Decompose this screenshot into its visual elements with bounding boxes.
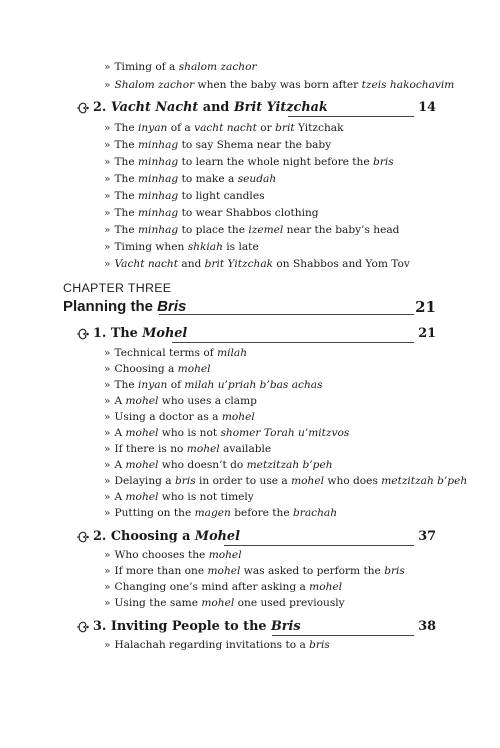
section-title: 2. Vacht Nacht and Brit Yitzchak bbox=[93, 100, 328, 115]
fleuron-icon bbox=[76, 620, 90, 634]
list-item: » The minhag to learn the whole night before the bris bbox=[104, 156, 394, 168]
section-heading-the-mohel bbox=[76, 326, 436, 344]
list-item: » Technical terms of milah bbox=[104, 347, 248, 359]
section-title: 2. Choosing a Mohel bbox=[93, 529, 240, 544]
list-item: » A mohel who doesn’t do metzitzah b’peh bbox=[104, 459, 333, 471]
list-item: » A mohel who uses a clamp bbox=[104, 395, 257, 407]
section-heading-vacht-nacht bbox=[76, 100, 436, 118]
list-item: » A mohel who is not shomer Torah u’mitzvos bbox=[104, 427, 350, 439]
fleuron-icon bbox=[76, 530, 90, 544]
leader-line bbox=[272, 635, 414, 636]
list-item: » If there is no mohel available bbox=[104, 443, 272, 455]
list-item: » Shalom zachor when the baby was born after tzeis hakochavim bbox=[104, 79, 455, 91]
list-item: » The minhag to say Shema near the baby bbox=[104, 139, 332, 151]
list-item: » Vacht nacht and brit Yitzchak on Shabbos and Yom Tov bbox=[104, 258, 410, 270]
list-item: » The minhag to wear Shabbos clothing bbox=[104, 207, 319, 219]
list-item: » A mohel who is not timely bbox=[104, 491, 254, 503]
list-item: » Putting on the magen before the brachah bbox=[104, 507, 338, 519]
page-number: 38 bbox=[418, 619, 436, 634]
list-item: » The inyan of a vacht nacht or brit Yitzchak bbox=[104, 122, 344, 134]
leader-line bbox=[288, 116, 414, 117]
page-number: 37 bbox=[418, 529, 436, 544]
list-item: » The minhag to light candles bbox=[104, 190, 265, 202]
page-number: 14 bbox=[418, 100, 436, 115]
section-title: 3. Inviting People to the Bris bbox=[93, 619, 301, 634]
list-item: » Delaying a bris in order to use a mohel who does metzitzah b’peh bbox=[104, 475, 468, 487]
section-title: 1. The Mohel bbox=[93, 326, 188, 341]
list-item: » The minhag to make a seudah bbox=[104, 173, 277, 185]
list-item: » Changing one’s mind after asking a mohel bbox=[104, 581, 343, 593]
list-item: » Using the same mohel one used previously bbox=[104, 597, 345, 609]
list-item: » Timing of a shalom zachor bbox=[104, 61, 257, 73]
leader-line bbox=[172, 342, 414, 343]
bullet-glyph: » bbox=[104, 79, 111, 91]
list-item: » Using a doctor as a mohel bbox=[104, 411, 255, 423]
fleuron-icon bbox=[76, 101, 90, 115]
list-item: » Halachah regarding invitations to a bris bbox=[104, 639, 330, 651]
section-heading-choosing-a-mohel bbox=[76, 529, 436, 547]
chapter-title: Planning the Bris 21 bbox=[63, 298, 436, 316]
page-number: 21 bbox=[415, 298, 436, 316]
list-item: » Who chooses the mohel bbox=[104, 549, 242, 561]
leader-line bbox=[224, 545, 414, 546]
page-number: 21 bbox=[418, 326, 436, 341]
section-heading-inviting-people bbox=[76, 619, 436, 637]
leader-line bbox=[159, 314, 414, 315]
fleuron-icon bbox=[76, 327, 90, 341]
list-item: » The inyan of milah u’priah b’bas achas bbox=[104, 379, 323, 391]
bullet-glyph: » bbox=[104, 61, 111, 73]
list-item: » Choosing a mohel bbox=[104, 363, 211, 375]
list-item: » The minhag to place the izemel near the baby’s head bbox=[104, 224, 400, 236]
chapter-label: CHAPTER THREE bbox=[63, 281, 172, 295]
list-item: » If more than one mohel was asked to perform the bris bbox=[104, 565, 405, 577]
list-item: » Timing when shkiah is late bbox=[104, 241, 259, 253]
